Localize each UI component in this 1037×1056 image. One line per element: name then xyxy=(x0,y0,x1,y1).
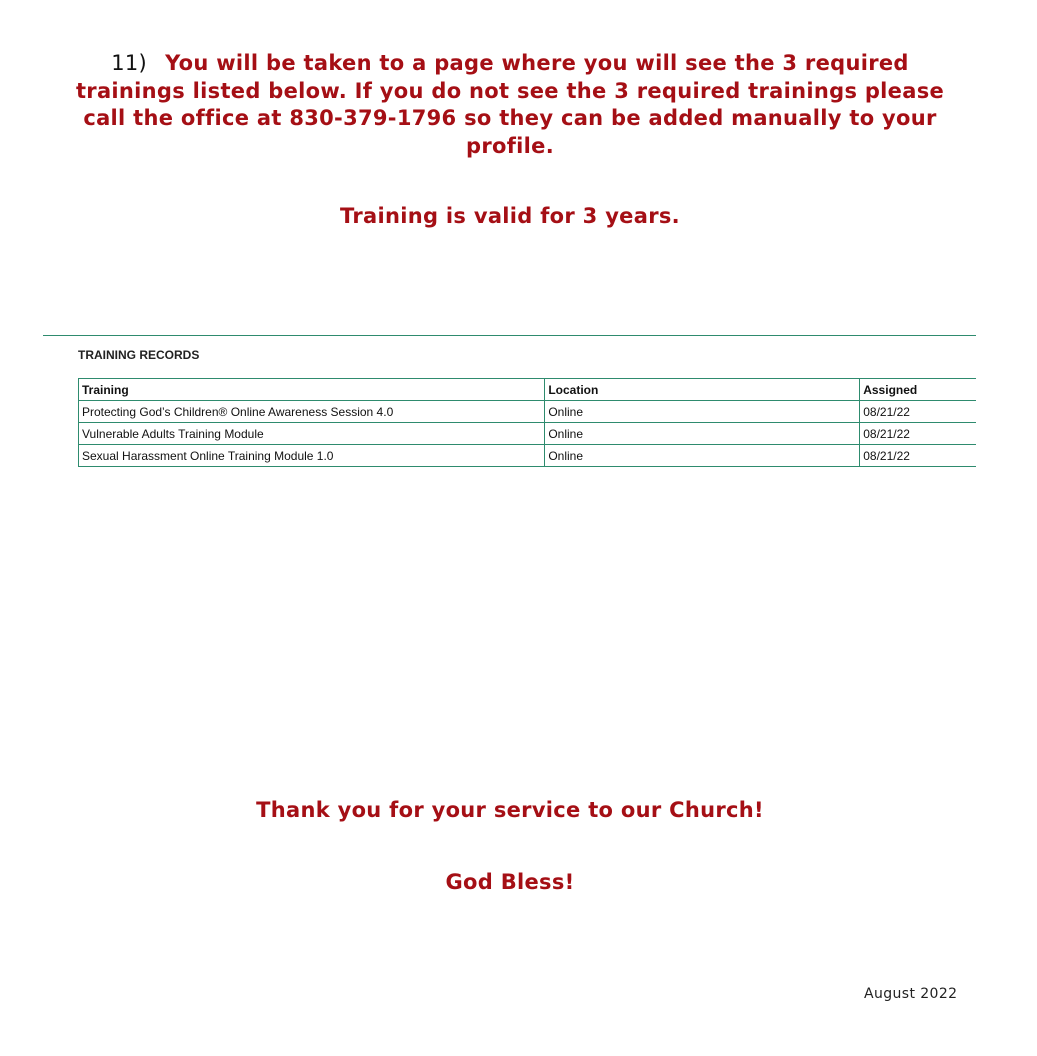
step-number: 11) xyxy=(111,51,148,75)
section-divider xyxy=(43,335,976,336)
location-cell: Online xyxy=(545,445,860,467)
location-cell: Online xyxy=(545,423,860,445)
blessing-message: God Bless! xyxy=(445,870,575,894)
training-name-cell: Sexual Harassment Online Training Module 1.0 xyxy=(79,445,545,467)
table-row xyxy=(79,401,977,423)
column-header-training: Training xyxy=(79,379,545,401)
assigned-date-cell: 08/21/22 xyxy=(860,423,976,445)
assigned-date-cell: 08/21/22 xyxy=(860,445,976,467)
assigned-date-cell: 08/21/22 xyxy=(860,401,976,423)
training-records-title: TRAINING RECORDS xyxy=(78,348,200,362)
table-header-row xyxy=(79,379,977,401)
step-text: You will be taken to a page where you will see the 3 required trainings listed below. If you do not see the 3 required trainings please call the office at 830-379-1796 so they can be added manually to your profile. xyxy=(75,51,945,158)
step-instructions xyxy=(60,50,960,160)
validity-note: Training is valid for 3 years. xyxy=(340,204,680,228)
thank-you-message: Thank you for your service to our Church! xyxy=(256,798,764,822)
column-header-assigned: Assigned xyxy=(860,379,976,401)
footer-date: August 2022 xyxy=(864,986,958,1002)
location-cell: Online xyxy=(545,401,860,423)
table-row xyxy=(79,445,977,467)
table-row xyxy=(79,423,977,445)
column-header-location: Location xyxy=(545,379,860,401)
training-name-cell: Vulnerable Adults Training Module xyxy=(79,423,545,445)
training-name-cell: Protecting God’s Children® Online Awareness Session 4.0 xyxy=(79,401,545,423)
training-records-table xyxy=(78,378,976,467)
